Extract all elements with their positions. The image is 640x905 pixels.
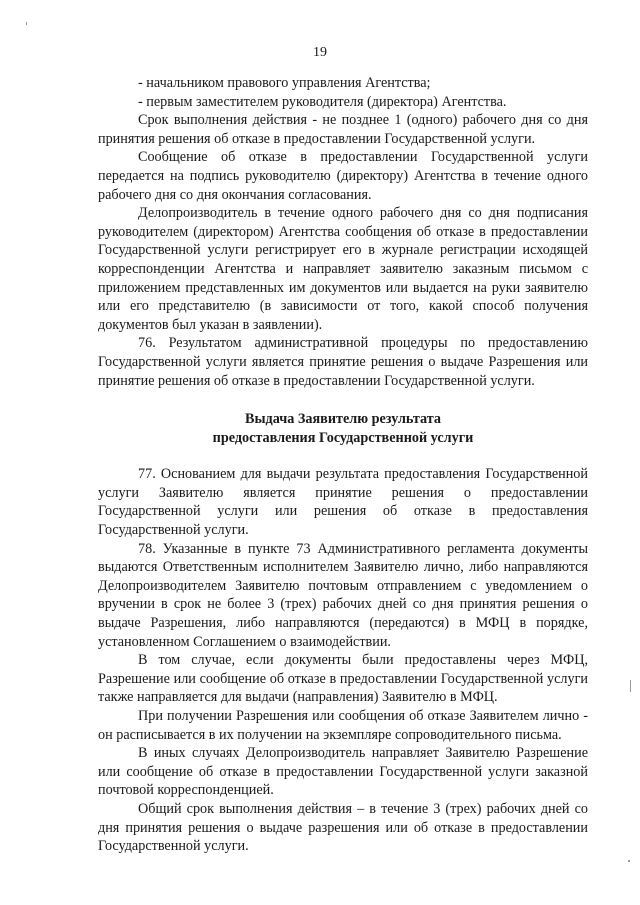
body-paragraph: - начальником правового управления Агентства;	[138, 75, 431, 91]
page-number: 19	[313, 45, 327, 60]
body-paragraph: Делопроизводитель в течение одного рабочего дня со дня подписания руководителем (директором) Агентства сообщения об отказе в предоставлении Государственной услуги регистрирует его в журнале регистрации исходящей корреспонденции Агентства и направляет заявителю заказным письмом с приложением представленных им документов или выдается на руки заявителю или его представителю (в зависимости от того, какой способ получения документов был указан в заявлении).	[98, 205, 588, 333]
body-paragraph: 77. Основанием для выдачи результата предоставления Государственной услуги Заявителю является принятие решения о предоставлении Государственной услуги или решения об отказе в предоставления Государственной услуги.	[98, 466, 588, 539]
section-before-heading	[98, 74, 588, 390]
body-paragraph: Сообщение об отказе в предоставлении Государственной услуги передается на подпись руководителю (директору) Агентства в течение одного рабочего дня со дня окончания согласования.	[98, 149, 588, 203]
scan-mark	[630, 680, 631, 692]
body-paragraph: При получении Разрешения или сообщения об отказе Заявителем лично - он расписывается в их получении на экземпляре сопроводительного письма.	[98, 708, 588, 743]
section-heading-line-2: предоставления Государственной услуги	[212, 429, 474, 446]
section-after-heading	[98, 465, 588, 855]
body-paragraph: Общий срок выполнения действия – в течение 3 (трех) рабочих дней со дня принятия решения о выдаче разрешения или об отказе в предоставлении Государственной услуги.	[98, 800, 588, 855]
body-paragraph: Срок выполнения действия - не позднее 1 (одного) рабочего дня со дня принятия решения об отказе в предоставлении Государственной услуги.	[98, 112, 588, 147]
body-paragraph: 76. Результатом административной процедуры по предоставлению Государственной услуги является принятие решения о выдаче Разрешения или принятие решения об отказе в предоставлении Государственной услуги.	[98, 335, 588, 389]
section-heading-line-1: Выдача Заявителю результата	[245, 411, 441, 428]
body-paragraph: В том случае, если документы были предоставлены через МФЦ, Разрешение или сообщение об отказе в предоставлении Государственной услуги также направляется для выдачи (направления) Заявителю в МФЦ.	[98, 652, 588, 706]
document-body	[98, 74, 588, 856]
body-paragraph: 78. Указанные в пункте 73 Административного регламента документы выдаются Ответственным исполнителем Заявителю лично, либо направляются Делопроизводителем Заявителю почтовым отправлением с уведомлением о вручении в срок не более 3 (трех) рабочих дней со дня принятия решения о выдаче Разрешения, либо направляются (передаются) в МФЦ в порядке, установленном Соглашением о взаимодействии.	[98, 540, 588, 650]
scan-mark	[628, 860, 630, 862]
scan-mark	[26, 22, 27, 25]
body-paragraph: - первым заместителем руководителя (директора) Агентства.	[138, 93, 507, 110]
body-paragraph: В иных случаях Делопроизводитель направляет Заявителю Разрешение или сообщение об отказе в предоставлении Государственной услуги заказной почтовой корреспонденцией.	[98, 745, 588, 799]
